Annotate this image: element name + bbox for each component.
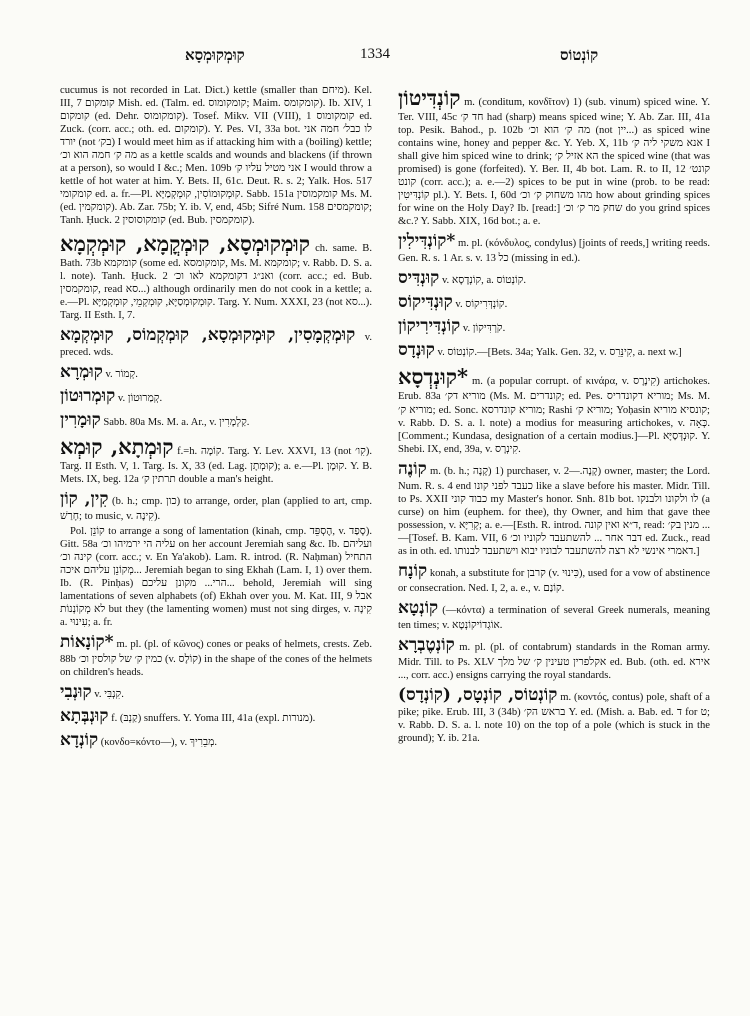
entry-definition: for a vow of abstinence or consecration. Ned. I, 2, a. e., v. קוֹנַם. (398, 567, 710, 594)
entry-definition: (applied to art, cmp. חָרַשׁ; to music, v. קִינָה). (60, 495, 372, 522)
dictionary-entry (60, 433, 372, 486)
dictionary-entry (60, 631, 372, 679)
entry-lead: m. (b. h.; קָנָה) 1) purchaser, v. קָנָה.—2) owner, (429, 465, 634, 477)
entry-definition: master; the Lord. Num. R. s. 4 end כעבד לפני קונו like a slave before his master. Midr. Till. to Ps. XXII כבוד קוני my Master's honor. Snh. 81b bot. לו ולקונו ולבנקו (a curse) on him (euphem. for thee), thy Owner, and him that gave thee possession, v. קְרִיָּא; a. e.—[Esth. R. introd. ד״א ואין קונה, read: מנין בק׳ ...—[Tosef. B. Kam. VII, 6 דבר אחר ... להשתעבד לקוניו וכ׳ ed. Zuck., read as in oth. ed. דאמרי אינשי לא רצה להשתעבד לבוניו יבוא וישתעבד לבנותו.] (398, 465, 711, 557)
entry-headword: קוּמָרִין (60, 409, 101, 430)
entry-headword: קוּנְבְּתָא (60, 706, 109, 727)
dictionary-entry (398, 634, 710, 682)
dictionary-entry (60, 525, 372, 629)
entry-headword: קוֹנְטָא (398, 598, 439, 619)
entry-definition: spiced wine. Y. Ter. VIII, 45c חד ק׳ had (sharp) means spiced wine; Y. Ab. Zar. III, 41a top. Pesik. Bahod., p. 102b מה ק׳ הוא וכ׳ (not יין...) as spiced wine contains wine, honey and pepper &c. Y. Yeb. X, 11b אנא משקי ליה ק׳ I shall give him spiced wine to drink; הא אזיל ק׳ the spiced wine (that was promised) is gone (forfeited). Y. Ber. II, 4b bot. Lam. R. to II, 12 קונט׳ קונט (corr. acc.); a. e.—2) spices to be put in wine (prob. to be read: קוֹנְדִּיטִין pl.). Y. Bets. I, 60d מהו משחוק ק׳ וכ׳ how about grinding spices for wine on the Holy Day? Ib. [read:] שחק מר ק׳ וכ׳ do you grind spices &c.? Y. Sabb. XIX, 16d bot.; a. e. (398, 97, 710, 228)
entry-definition: helmets, crests. Zeb. 88b כמין ק׳ של קולסין וכ׳ (v. קוֹלָס) in the shape of the cones of the helmets on children's heads. (60, 639, 372, 679)
entry-lead: v. קִנְבִּי. (94, 689, 124, 701)
dictionary-entry (60, 385, 372, 407)
left-column (60, 84, 372, 753)
entry-lead: m. (κοντός, contus) pole, (560, 692, 668, 704)
dictionary-entry (398, 684, 710, 745)
entry-lead: ch. same. (315, 242, 358, 254)
entry-lead: Sabb. 80a Ms. M. a. Ar., v. קַלְמָרִין. (103, 416, 250, 428)
entry-lead: konah, a substitute for קרבן (v. כִּינוּי), used (429, 567, 608, 579)
dictionary-entry (60, 324, 372, 359)
entry-lead: v. קוֹנְדְּרִיקוֹס. (455, 299, 508, 311)
dictionary-entry (398, 315, 710, 337)
dictionary-entry (60, 729, 372, 751)
header-left-guide-word: קוּמְקוּמְסָא (185, 46, 245, 64)
right-column (398, 84, 710, 747)
dictionary-entry (60, 409, 372, 431)
entry-headword: קוּמְקְמָסִין, קוּמְקוּמְסָא, קוּמְקְמוֹס, קוּמְקְמָא (60, 324, 356, 345)
entry-definition: numerals, meaning ten times; v. אוֹגְדוֹיקוֹנְטָא. (398, 605, 710, 632)
entry-lead: m. (a popular corrupt. of κινάρα, v. קִינָרָס) (472, 376, 660, 388)
entry-definition: v. preced. wds. (60, 331, 372, 358)
entry-lead: (b. h.; cmp. כון) to arrange, order, plan (112, 495, 280, 507)
entry-headword: קוֹנְטֶבְרָא (398, 635, 455, 656)
entry-lead: m. pl. (pl. of contabrum) standards in the (459, 642, 647, 654)
entry-definition: a. next w.] (637, 347, 682, 359)
entry-headword: קוֹנֶה (398, 458, 427, 479)
entry-definition: (not קִו׳). Targ. II Esth. V, 1. Targ. Is. X, 33 (ed. Lag. קוּמְתָן); a. e.—Pl. קוּמָן. Y. B. Mets. IX, beg. 12a תרתין ק׳ double a man's height. (60, 445, 372, 485)
entry-headword: *קוּנְדְסָא (398, 364, 468, 390)
dictionary-entry (398, 458, 710, 558)
entry-lead: f.=h. קוֹמָה. Targ. Y. Lev. XXVI, 13 (177, 445, 331, 457)
entry-definition: cucumus is not recorded in Lat. Dict.) kettle (smaller than מיחם). Kel. III, 7 קומקום Mish. ed. (Talm. ed. קומקומוס; Maim. קומקומס). Ib. XIV, 1 קומקום (ed. Dehr. קומקומוס). Tosef. Mikv. VII (VIII), 1 קומקומוס ed. Zuck. (corr. acc.; oth. ed. קומקום). Y. Pes. VI, 33a bot. לו כבל׳ חמה אני יורד (not בק׳) I would meet him as if attacking him with a (boiling) kettle; מה ק׳ חמה הוא וכ׳ as a kettle scalds and wounds and blackens (if thrown at a person), so would I &c.; Men. 109b אני מטיל עליו ק׳ I would throw a kettle of hot water at him. Y. Bets. II, 61c. Deut. R. s. 2; Yalk. Hos. 517 קומקומי ed. a. fr.—Pl. קוּמְקוּמוֹסִין, קוּמְקְמַיָּא. Sabb. 151a קומקמוסין Ms. M. (ed. קומקמין). Ab. Zar. 75b; Y. ib. V, end, 45b; Sifré Num. 158 קומקמסים; Tanh. Ḥuck. 2 קומקוסוסין (ed. Bub. קומקמסין). (60, 85, 372, 227)
dictionary-entry (60, 705, 372, 727)
dictionary-entry (398, 267, 710, 289)
dictionary-entry (60, 84, 372, 228)
entry-headword: קוֹנְדָא (60, 730, 99, 751)
entry-lead: f. (קַנְבּ) snuffers. Y. Yoma III, 41a (expl. (111, 713, 280, 725)
dictionary-entry (398, 560, 710, 595)
dictionary-entry (60, 230, 372, 322)
entry-headword: קוּנְבִי (60, 682, 92, 703)
dictionary-entry (398, 291, 710, 313)
dictionary-entry (60, 488, 372, 523)
entry-definition: Roman army. Midr. Till. to Ps. XLV אקלפרין טעינין ק׳ של מלך ed. Bub. (oth. ed. אירא ..., corr. acc.) ensigns carrying the royal standards. (398, 642, 710, 682)
dictionary-entry (398, 597, 710, 632)
entry-headword: קוֹנָח (398, 560, 428, 581)
entry-definition: Pol. קוֹנֵן to arrange a song of lamentation (kinah, cmp. הֶסְפֵּד, v. סָפַד). Gitt. 58a עליה הי ירמיהו וכ׳ on her account Jeremiah sang &c. Ib. ועליהם קינה וכ׳ (corr. acc.; v. En Ya'akob). Lam. R. introd. (R. Naḥman) התחיל מְקוֹנֵן עליהם איכה... Jeremiah began to sing Ekhah (Lam. I, 1) over them. Ib. (R. Pinḥas) הרי... מקונן עליכם... behold, Jeremiah will sing lamentations of seven alphabets (of) Ekhah over you. M. Kat. III, 9 אבל לא מְקוֹנְנוֹת but they (the lamenting women) must not sing dirges, v. קִינָה a. עִינוּי; a. fr. (60, 525, 373, 629)
entry-headword: קוּנְדִּיס (398, 268, 440, 289)
entry-lead: m. pl. (pl. of κῶνος) cones or peaks of (116, 639, 282, 651)
entry-definition: writing reeds. Gen. R. s. 1 Ar. s. v. כל 13 (missing in ed.). (398, 238, 711, 265)
header-right-guide-word: קוֹנְטוֹס (560, 46, 599, 64)
entry-headword: קוֹנְטוֹס, קוֹנְטָס, (קוֹנְדָס) (398, 685, 558, 706)
entry-headword: קוּנְדָס (398, 340, 435, 361)
entry-lead: v. קֹרְדִּיקוֹן. (462, 323, 506, 335)
entry-lead: m. (conditum, κονδῖτον) 1) (sub. vinum) (464, 97, 641, 108)
entry-headword: קוֹנְדִּיטוֹן (398, 85, 461, 110)
entry-headword: קוּמְרוּטוֹן (60, 385, 116, 406)
entry-lead: m. pl. (κόνδυλος, condylus) [joints of reeds,] (458, 238, 649, 250)
entry-lead: (κονδο=κόντο—), v. מְבֵרִיךְ. (100, 737, 218, 749)
entry-headword: קוֹנְדִּירִיקוֹן (398, 316, 461, 337)
dictionary-entry (60, 361, 372, 383)
entry-lead: v. קוֹנְטוֹס.—[Bets. 34a; Yalk. Gen. 32, v. קִינֵּרֵס, (437, 347, 636, 359)
entry-headword: קִין, קוֹן (60, 488, 109, 509)
entry-definition: מנורות). (282, 713, 316, 725)
page-header (60, 44, 710, 70)
entry-lead: v. קוֹנְדָסָא, a. קוֹנְטוֹס. (441, 275, 527, 287)
entry-headword: *קוֹנָאוֹת (60, 632, 114, 653)
dictionary-entry (398, 363, 710, 455)
entry-lead: (—κόντα) a termination of several Greek (442, 605, 624, 617)
entry-headword: קוּמְתָא, קוּמְא (60, 433, 174, 459)
page-number: 1334 (360, 46, 390, 62)
entry-definition: B. Bath. 73b קומקמא (some ed. קומקומסא, Ms. M. קומקמא; v. Rabb. D. S. a. l. note). Tanh. Ḥuck. 2 ואנ״ג דקומקמא לאו וכ׳ (corr. acc.; ed. Bub. קומקמסין, read סא...) although ordinarily men do not cook in a kettle; a. e.—Pl. קוּמְקוּמְסַיָּא, קוּמְקְמֵי, קוּמְקְמַיָּא. Targ. Y. Num. XXXI, 23 (not סא...). Targ. II Esth. I, 7. (60, 242, 372, 321)
entry-headword: קוּמְרָא (60, 361, 103, 382)
entry-headword: *קוֹנְדִּילִין (398, 231, 456, 252)
dictionary-entry (60, 681, 372, 703)
dictionary-entry (398, 84, 710, 228)
entry-headword: קוּנְדִּיקוֹס (398, 292, 453, 313)
entry-lead: v. קְמוֹר. (105, 368, 138, 380)
entry-headword: קוּמְקוּמְסָא, קוּמְקֳמָא, קוּמְקְמָא (60, 230, 311, 256)
entry-definition: artichokes. Erub. 83a מוריא דק׳ (Ms. M. קונדרים; ed. Pes. מוריא דקונדריס; Ms. M. מוריא ק׳; ed. Sonc. מוריא קונדרסא; Rashi מוריא ק׳; Yoḥasin קונסיא מוריא; v. Rabb. D. S. a. l. note) a modius for measuring artichokes, v. כְּאָה. [Comment.; Kundasa, designation of a certain modius.]—Pl. קוּנְדְּסַיָּא. Y. Shebi. IX, end, 39a, v. קִינְרָס. (398, 376, 710, 455)
entry-definition: shaft of a pike; pike. Erub. III, 3 (34b) בראש הק׳ Y. ed. (Mish. a. Bab. ed. ד for ט; v. Rabb. D. S. a. l. note 10) on the top of a pole (which is stuck in the ground); Y. ib. 21a. (398, 692, 711, 745)
dictionary-entry (398, 230, 710, 265)
entry-lead: v. קְמַרוּטוֹן. (117, 392, 163, 404)
dictionary-entry (398, 339, 710, 361)
